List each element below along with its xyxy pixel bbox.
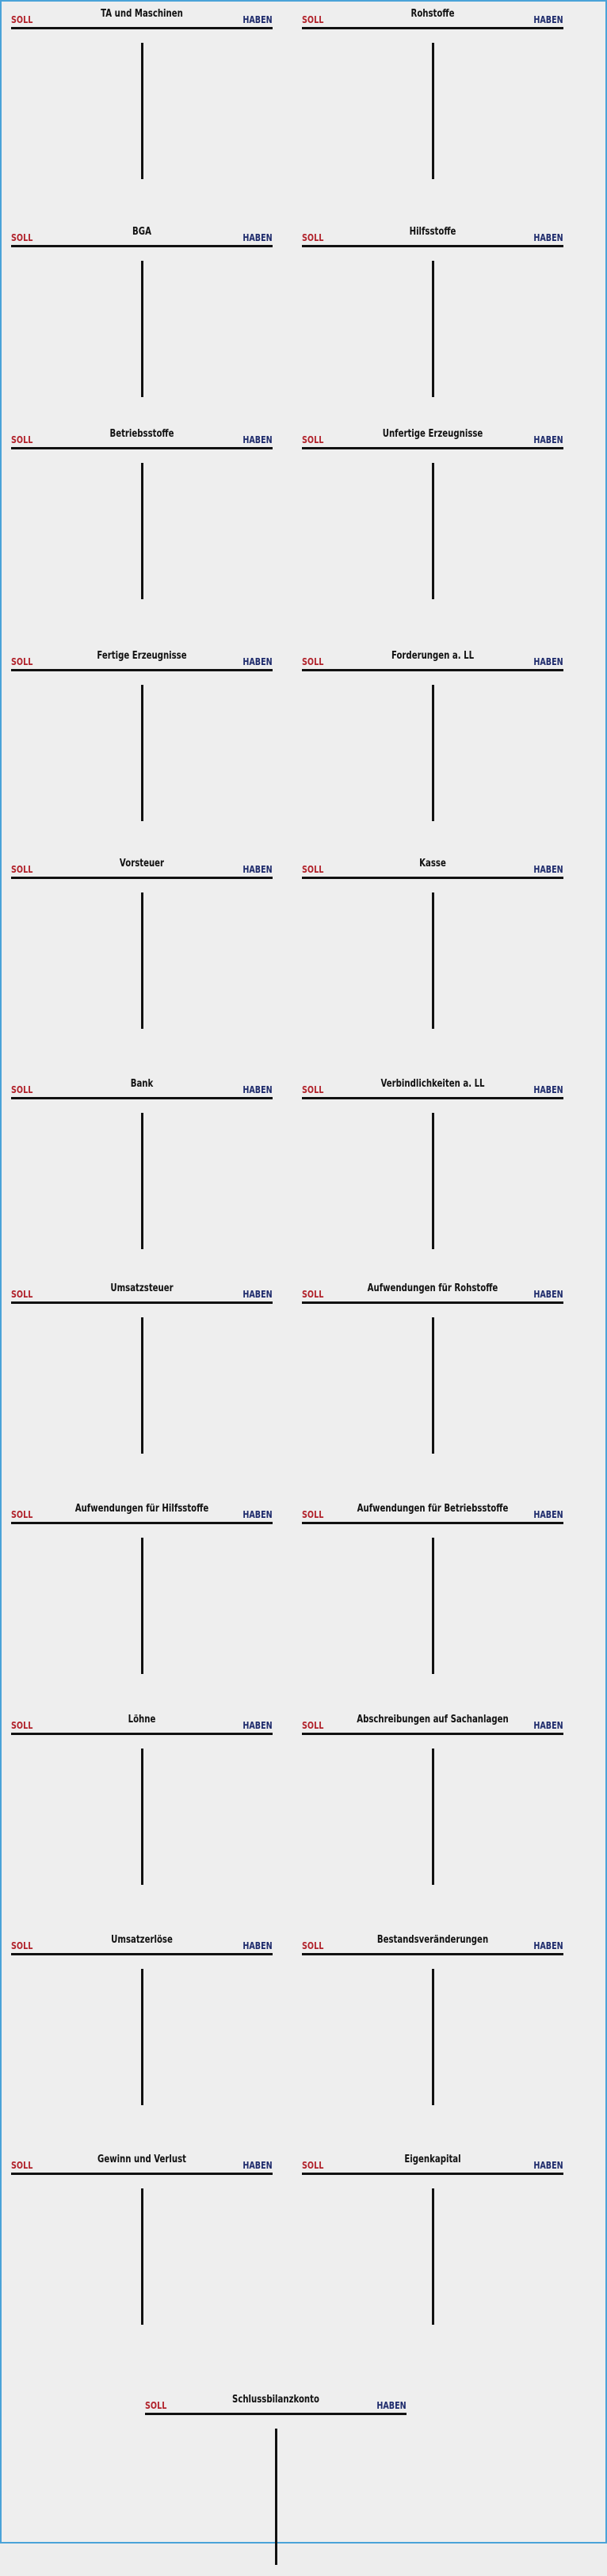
t-account-vertical-line (141, 892, 143, 1029)
t-account-horizontal-line (302, 1733, 563, 1735)
soll-label: SOLL (11, 864, 33, 875)
t-account-horizontal-line (11, 1301, 273, 1304)
soll-label: SOLL (11, 2160, 33, 2171)
haben-label: HABEN (533, 1720, 563, 1731)
t-account (302, 1078, 563, 1260)
haben-label: HABEN (242, 1289, 273, 1300)
t-account (11, 1503, 273, 1685)
account-title: Betriebsstoffe (109, 428, 174, 440)
haben-label: HABEN (533, 656, 563, 667)
t-account (11, 2154, 273, 2336)
t-account-vertical-line (141, 685, 143, 821)
t-account-horizontal-line (11, 877, 273, 879)
t-account (11, 1078, 273, 1260)
haben-label: HABEN (533, 232, 563, 243)
t-account-horizontal-line (11, 447, 273, 449)
soll-label: SOLL (302, 232, 324, 243)
t-account-vertical-line (141, 2188, 143, 2325)
t-account-vertical-line (275, 2429, 277, 2565)
soll-label: SOLL (302, 1509, 324, 1520)
soll-label: SOLL (11, 1084, 33, 1095)
haben-label: HABEN (242, 1940, 273, 1951)
t-account-vertical-line (432, 685, 434, 821)
account-title: Aufwendungen für Rohstoffe (367, 1282, 498, 1294)
soll-label: SOLL (11, 656, 33, 667)
soll-label: SOLL (302, 1289, 324, 1300)
t-account-horizontal-line (302, 447, 563, 449)
t-account (302, 1934, 563, 2116)
t-account-horizontal-line (302, 669, 563, 671)
haben-label: HABEN (242, 14, 273, 25)
account-title: Hilfsstoffe (409, 226, 456, 238)
t-account (11, 8, 273, 190)
account-title: Kasse (419, 858, 446, 869)
t-account-vertical-line (432, 261, 434, 397)
haben-label: HABEN (242, 434, 273, 445)
t-account-horizontal-line (11, 2173, 273, 2175)
soll-label: SOLL (302, 434, 324, 445)
t-account-vertical-line (432, 892, 434, 1029)
soll-label: SOLL (11, 1940, 33, 1951)
t-account-vertical-line (432, 463, 434, 599)
account-title: TA und Maschinen (101, 8, 183, 20)
soll-label: SOLL (302, 864, 324, 875)
t-account-horizontal-line (145, 2413, 407, 2415)
account-title: Fertige Erzeugnisse (97, 650, 187, 662)
t-account-vertical-line (432, 1317, 434, 1454)
soll-label: SOLL (11, 14, 33, 25)
t-account (302, 1714, 563, 1896)
t-account-horizontal-line (11, 1097, 273, 1099)
t-account (11, 226, 273, 408)
account-title: Verbindlichkeiten a. LL (380, 1078, 485, 1090)
haben-label: HABEN (533, 14, 563, 25)
t-account-vertical-line (432, 1969, 434, 2105)
t-account-horizontal-line (302, 877, 563, 879)
t-account (302, 8, 563, 190)
soll-label: SOLL (302, 1720, 324, 1731)
account-title: Rohstoffe (410, 8, 455, 20)
t-account-vertical-line (141, 1113, 143, 1249)
t-account-horizontal-line (11, 1953, 273, 1955)
haben-label: HABEN (242, 656, 273, 667)
account-title: Eigenkapital (404, 2154, 461, 2165)
haben-label: HABEN (533, 1084, 563, 1095)
t-account (302, 226, 563, 408)
haben-label: HABEN (533, 2160, 563, 2171)
account-title: Aufwendungen für Betriebsstoffe (357, 1503, 509, 1515)
haben-label: HABEN (242, 232, 273, 243)
t-account-horizontal-line (11, 1522, 273, 1524)
t-account (145, 2394, 407, 2576)
account-title: Abschreibungen auf Sachanlagen (357, 1714, 509, 1726)
account-title: Forderungen a. LL (391, 650, 475, 662)
t-account-horizontal-line (302, 245, 563, 247)
t-account (11, 428, 273, 610)
t-account-horizontal-line (11, 669, 273, 671)
t-account-horizontal-line (302, 1097, 563, 1099)
account-title: Aufwendungen für Hilfsstoffe (74, 1503, 209, 1515)
t-account-vertical-line (141, 1317, 143, 1454)
soll-label: SOLL (302, 1084, 324, 1095)
t-account (11, 858, 273, 1040)
t-account (11, 1934, 273, 2116)
account-title: Gewinn und Verlust (97, 2154, 186, 2165)
soll-label: SOLL (302, 656, 324, 667)
t-account-vertical-line (141, 1538, 143, 1674)
t-account (11, 1714, 273, 1896)
t-account-vertical-line (432, 1538, 434, 1674)
t-account-horizontal-line (302, 27, 563, 29)
account-title: Umsatzerlöse (111, 1934, 173, 1946)
soll-label: SOLL (11, 232, 33, 243)
t-account (11, 650, 273, 832)
t-account (302, 650, 563, 832)
t-account-horizontal-line (302, 2173, 563, 2175)
soll-label: SOLL (302, 1940, 324, 1951)
haben-label: HABEN (533, 1289, 563, 1300)
soll-label: SOLL (11, 1720, 33, 1731)
soll-label: SOLL (302, 14, 324, 25)
haben-label: HABEN (242, 1720, 273, 1731)
account-title: Löhne (128, 1714, 156, 1726)
account-title: Umsatzsteuer (110, 1282, 174, 1294)
t-account (11, 1282, 273, 1465)
t-account-vertical-line (141, 1749, 143, 1885)
soll-label: SOLL (145, 2400, 167, 2411)
account-title: Unfertige Erzeugnisse (382, 428, 483, 440)
account-title: BGA (132, 226, 151, 238)
t-account-vertical-line (432, 1113, 434, 1249)
t-account (302, 428, 563, 610)
haben-label: HABEN (533, 864, 563, 875)
t-account-horizontal-line (302, 1301, 563, 1304)
t-account-horizontal-line (11, 245, 273, 247)
t-account-vertical-line (432, 2188, 434, 2325)
t-account-vertical-line (141, 261, 143, 397)
t-account-horizontal-line (11, 1733, 273, 1735)
haben-label: HABEN (533, 434, 563, 445)
account-title: Vorsteuer (119, 858, 165, 869)
t-account-vertical-line (141, 1969, 143, 2105)
t-account-vertical-line (141, 43, 143, 179)
t-account-horizontal-line (302, 1953, 563, 1955)
t-account-vertical-line (432, 1749, 434, 1885)
haben-label: HABEN (533, 1509, 563, 1520)
account-title: Bestandsveränderungen (376, 1934, 489, 1946)
haben-label: HABEN (533, 1940, 563, 1951)
soll-label: SOLL (302, 2160, 324, 2171)
t-account-vertical-line (141, 463, 143, 599)
t-account-horizontal-line (11, 27, 273, 29)
soll-label: SOLL (11, 434, 33, 445)
account-title: Bank (130, 1078, 154, 1090)
soll-label: SOLL (11, 1509, 33, 1520)
haben-label: HABEN (242, 1509, 273, 1520)
t-account (302, 1503, 563, 1685)
haben-label: HABEN (242, 1084, 273, 1095)
account-title: Schlussbilanzkonto (232, 2394, 319, 2406)
haben-label: HABEN (242, 2160, 273, 2171)
t-account (302, 1282, 563, 1465)
t-account-horizontal-line (302, 1522, 563, 1524)
soll-label: SOLL (11, 1289, 33, 1300)
t-account (302, 858, 563, 1040)
haben-label: HABEN (242, 864, 273, 875)
haben-label: HABEN (376, 2400, 407, 2411)
t-account-vertical-line (432, 43, 434, 179)
t-account (302, 2154, 563, 2336)
